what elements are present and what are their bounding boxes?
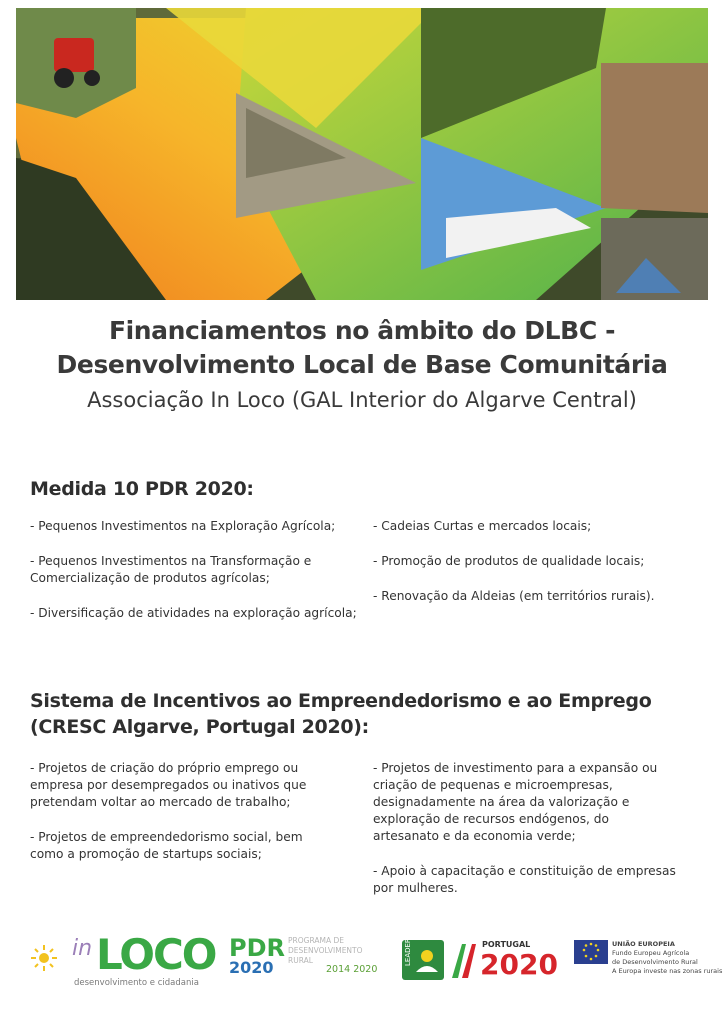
title-line-1: Financiamentos no âmbito do DLBC -	[108, 316, 616, 345]
title-block	[0, 314, 724, 414]
medida-heading: Medida 10 PDR 2020:	[30, 478, 254, 500]
portugal2020-label: PORTUGAL	[482, 940, 531, 949]
sistema-heading-line-1: Sistema de Incentivos ao Empreendedorismo e ao Emprego	[30, 690, 652, 712]
medida-right-item: - Promoção de produtos de qualidade locais;	[373, 554, 645, 568]
footer-logos	[0, 930, 724, 1000]
sistema-right-item: - Apoio à capacitação e constituição de empresas por mulheres.	[373, 864, 676, 895]
portugal2020-mark-icon	[448, 940, 478, 980]
subtitle: Associação In Loco (GAL Interior do Algarve Central)	[87, 388, 637, 412]
header-banner	[16, 8, 708, 300]
sistema-right-column	[373, 760, 713, 911]
eu-text: UNIÃO EUROPEIA Fundo Europeu Agrícola de Desenvolvimento Rural A Europa investe nas zonas rurais	[612, 940, 723, 975]
medida-left-item: - Pequenos Investimentos na Transformação e Comercialização de produtos agrícolas;	[30, 554, 312, 585]
eu-flag-icon	[574, 940, 608, 964]
sistema-left-item: - Projetos de criação do próprio emprego ou empresa por desempregados ou inativos que pretendam voltar ao mercado de trabalho;	[30, 761, 307, 809]
inloco-tagline: desenvolvimento e cidadania	[74, 978, 199, 988]
sistema-left-item: - Projetos de empreendedorismo social, bem como a promoção de startups sociais;	[30, 830, 303, 861]
leader-label: LEADER	[404, 938, 412, 966]
medida-left-column	[30, 518, 370, 636]
medida-left-item: - Pequenos Investimentos na Exploração Agrícola;	[30, 519, 336, 533]
pdr-year: 2020	[229, 958, 274, 977]
medida-left-item: - Diversificação de atividades na exploração agrícola;	[30, 606, 357, 620]
leader-logo	[402, 940, 444, 980]
sistema-left-column	[30, 760, 360, 877]
pdr-logo: PDR	[229, 934, 285, 962]
title-line-2: Desenvolvimento Local de Base Comunitária	[56, 350, 668, 379]
orchard-photo	[601, 63, 708, 213]
sistema-heading-line-2: (CRESC Algarve, Portugal 2020):	[30, 716, 369, 738]
sistema-heading	[30, 688, 651, 740]
banner-collage	[16, 8, 708, 300]
pdr-program: PROGRAMA DE DESENVOLVIMENTO RURAL	[288, 936, 363, 965]
sun-icon	[30, 944, 58, 972]
pdr-years: 2014 2020	[326, 964, 378, 975]
leader-sun-icon	[414, 946, 440, 974]
inloco-in: in	[72, 936, 93, 961]
tractor-icon	[54, 38, 94, 72]
portugal2020-year: 2020	[480, 948, 558, 981]
sistema-right-item: - Projetos de investimento para a expansão ou criação de pequenas e microempresas, designadamente na área da valorização e exploração de recursos endógenos, do artesanato e da economia verde;	[373, 761, 658, 843]
medida-right-column	[373, 518, 703, 619]
medida-right-item: - Cadeias Curtas e mercados locais;	[373, 519, 592, 533]
inloco-logo: LOCO	[96, 930, 216, 979]
medida-right-item: - Renovação da Aldeias (em territórios rurais).	[373, 589, 655, 603]
